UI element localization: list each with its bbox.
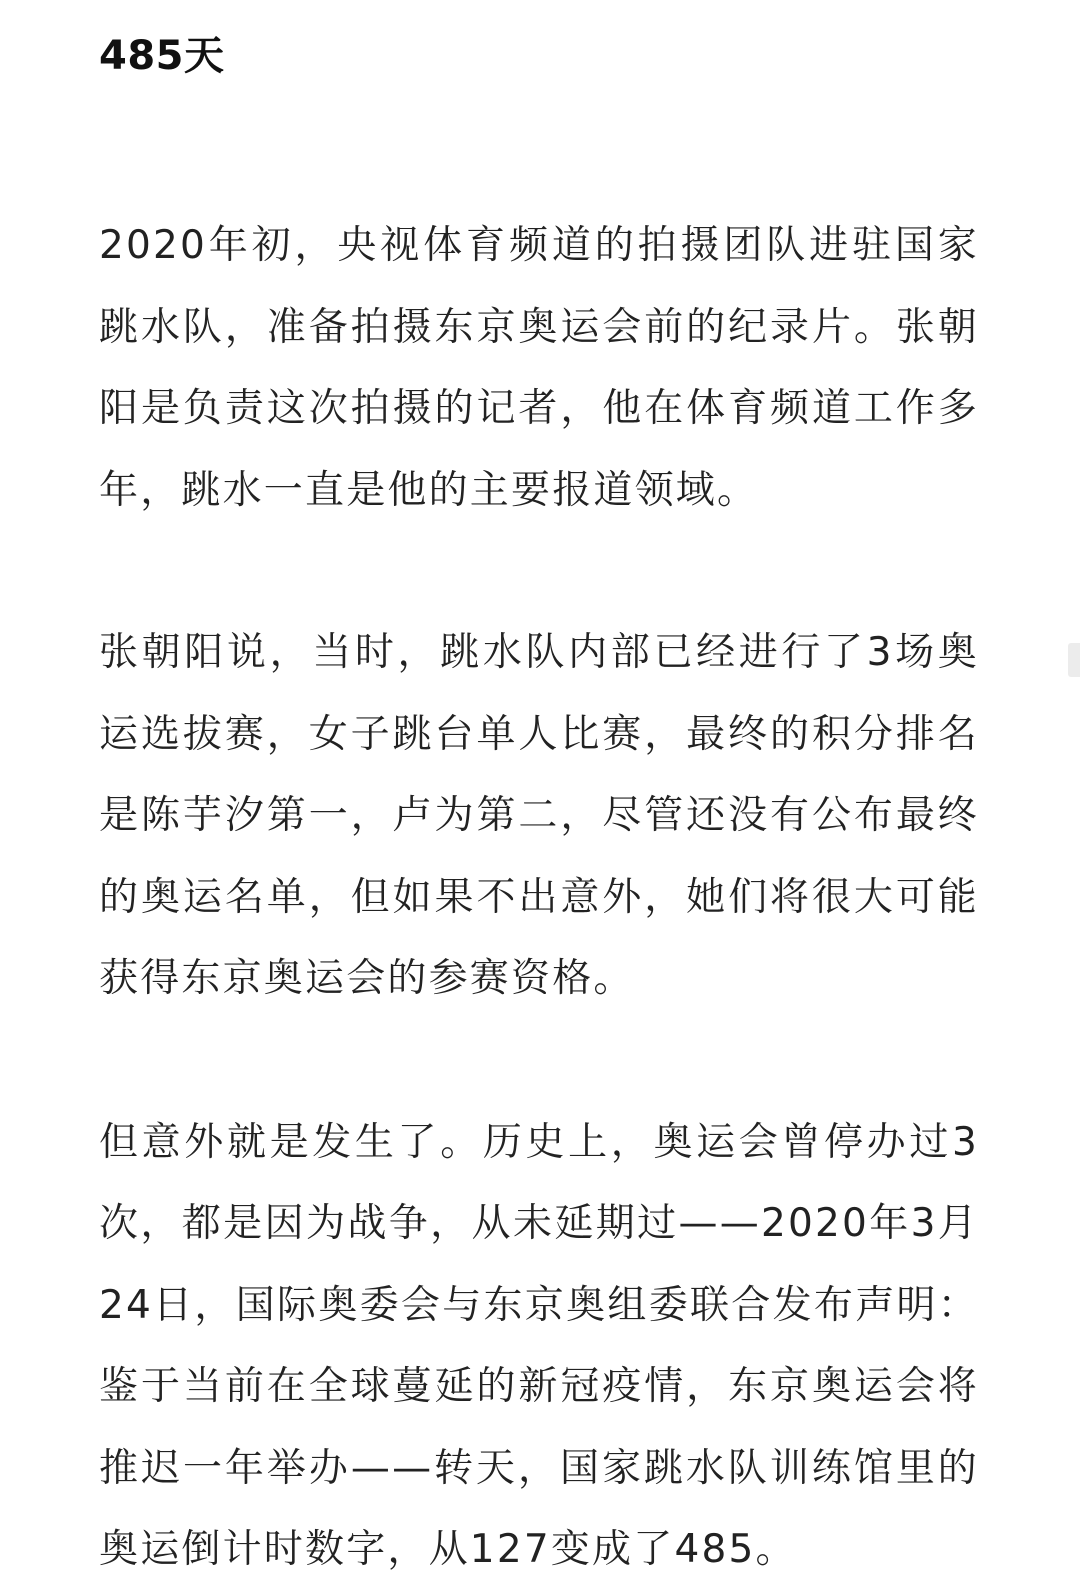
paragraph-2: 张朝阳说，当时，跳水队内部已经进行了3场奥运选拔赛，女子跳台单人比赛，最终的积分排名是陈芋汐第一，卢为第二，尽管还没有公布最终的奥运名单，但如果不出意外，她们将很大可能获得东京奥运会的参赛资格。 <box>99 630 979 1001</box>
paragraph-3: 但意外就是发生了。历史上，奥运会曾停办过3次，都是因为战争，从未延期过——2020年3月24日，国际奥委会与东京奥组委联合发布声明：鉴于当前在全球蔓延的新冠疫情，东京奥运会将推迟一年举办——转天，国家跳水队训练馆里的奥运倒计时数字，从127变成了485。 <box>99 1119 979 1572</box>
section-heading: 485天 <box>99 33 225 79</box>
article <box>99 0 979 1591</box>
paragraph-1: 2020年初，央视体育频道的拍摄团队进驻国家跳水队，准备拍摄东京奥运会前的纪录片。张朝阳是负责这次拍摄的记者，他在体育频道工作多年，跳水一直是他的主要报道领域。 <box>99 223 979 513</box>
scrollbar-thumb[interactable] <box>1068 643 1080 677</box>
